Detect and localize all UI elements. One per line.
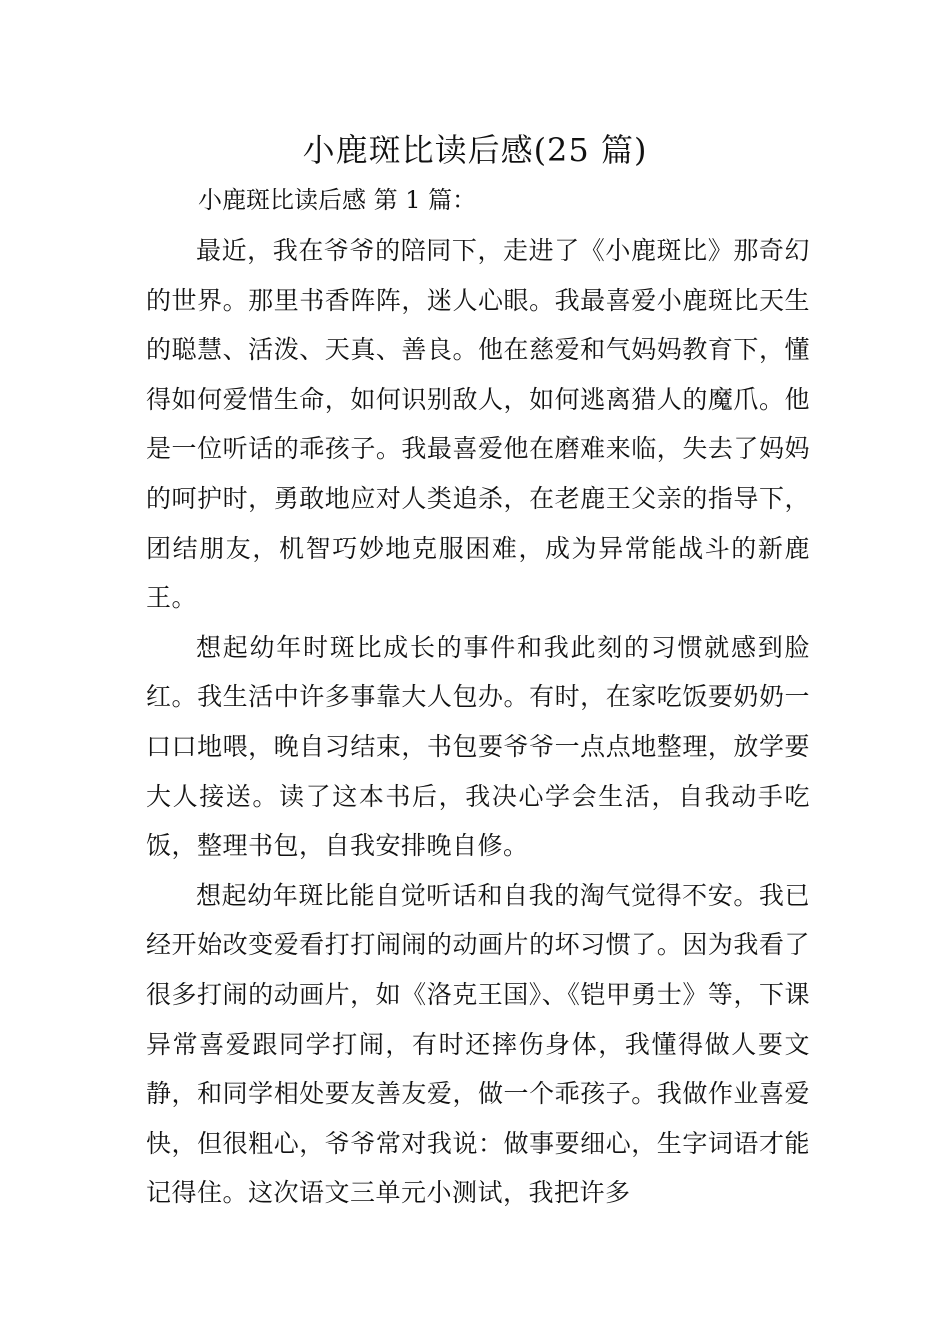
section-heading: 小鹿斑比读后感 第 1 篇： — [198, 186, 477, 214]
paragraph: 想起幼年斑比能自觉听话和自我的淘气觉得不安。我已经开始改变爱看打打闹闹的动画片的坏习惯了。因为我看了很多打闹的动画片，如《洛克王国》、《铠甲勇士》等，下课异常喜爱跟同学打闹，有时还摔伤身体，我懂得做人要文静，和同学相处要友善友爱，做一个乖孩子。我做作业喜爱快，但很粗心，爷爷常对我说：做事要细心，生字词语才能记得住。这次语文三单元小测试，我把许多 — [146, 880, 810, 1208]
document-body — [146, 226, 810, 1218]
paragraph: 最近，我在爷爷的陪同下，走进了《小鹿斑比》那奇幻的世界。那里书香阵阵，迷人心眼。我最喜爱小鹿斑比天生的聪慧、活泼、天真、善良。他在慈爱和气妈妈教育下，懂得如何爱惜生命，如何识别敌人，如何逃离猎人的魔爪。他是一位听话的乖孩子。我最喜爱他在磨难来临，失去了妈妈的呵护时，勇敢地应对人类追杀，在老鹿王父亲的指导下，团结朋友，机智巧妙地克服困难，成为异常能战斗的新鹿王。 — [146, 236, 810, 613]
paragraph: 想起幼年时斑比成长的事件和我此刻的习惯就感到脸红。我生活中许多事靠大人包办。有时，在家吃饭要奶奶一口口地喂，晚自习结束，书包要爷爷一点点地整理，放学要大人接送。读了这本书后，我决心学会生活，自我动手吃饭，整理书包，自我安排晚自修。 — [146, 632, 810, 861]
document-title: 小鹿斑比读后感(25 篇) — [302, 131, 648, 169]
